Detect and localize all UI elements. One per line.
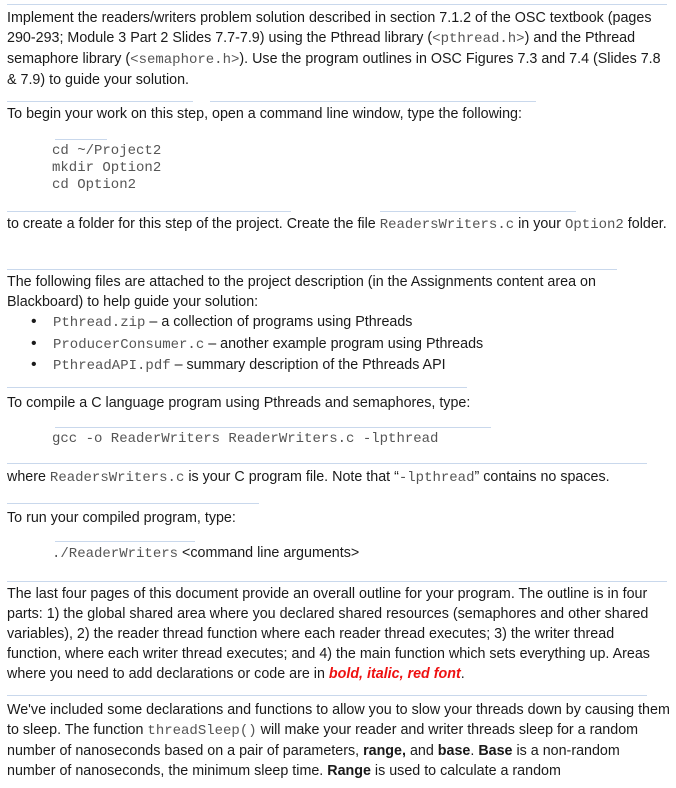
program-filename: ReadersWriters.c xyxy=(49,470,185,486)
separator xyxy=(7,581,667,582)
outline-text: The last four pages of this document provide an overall outline for your program. The outline is in four parts: 1) the global shared area where you declared shared resources (semaphores and other shared variables), 2) the reader thread function where each reader thread executes; 3) the writer thread function, where each writer thread executes; and 4) the main function which sets everything up. Areas where you need to add declarations or code are in xyxy=(7,586,650,682)
outline-paragraph xyxy=(7,584,671,684)
intro-text: Implement the readers/writers problem solution described in section 7.1.2 of the OSC textbook (pages 290-293; Module 3 Part 2 Slides 7.7-7.9) using the Pthread library ( xyxy=(7,10,652,46)
separator xyxy=(55,139,107,140)
separator xyxy=(380,211,576,212)
outline-text: . xyxy=(460,666,465,682)
separator xyxy=(7,503,259,504)
setup-code-block xyxy=(52,143,161,194)
separator xyxy=(7,211,291,212)
sleep-text: and xyxy=(405,743,438,759)
create-text: to create a folder for this step of the project. Create the file xyxy=(7,216,380,232)
list-item xyxy=(7,334,483,356)
separator xyxy=(210,101,536,102)
emphasis-red-text: bold, italic, red font xyxy=(328,666,461,682)
code-line: cd ~/Project2 xyxy=(52,143,162,159)
sleep-text: We've included some declarations and functions to allow you to slow your threads down by causing them to sleep. The function xyxy=(7,702,670,738)
separator xyxy=(7,269,617,270)
separator xyxy=(7,463,647,464)
where-text: is your C program file. Note that “ xyxy=(184,469,399,485)
range-param: range, xyxy=(363,743,406,759)
attached-filename: Pthread.zip xyxy=(53,315,146,331)
sleep-text: will make your reader and writer threads sleep for a random number of nanoseconds based on a pair of parameters, xyxy=(7,722,639,759)
intro-text: ) and the Pthread semaphore library ( xyxy=(7,30,636,67)
compile-instruction: To compile a C language program using Pthreads and semaphores, type: xyxy=(7,395,471,411)
where-paragraph xyxy=(7,467,671,488)
run-arguments: <command line arguments> xyxy=(178,545,360,561)
separator xyxy=(7,695,647,696)
separator xyxy=(7,101,193,102)
compile-command: gcc -o ReaderWriters ReaderWriters.c -lpthread xyxy=(52,431,439,447)
base-param: base xyxy=(437,743,471,759)
attached-file-description: – a collection of programs using Pthreads xyxy=(145,314,413,330)
attached-filename: ProducerConsumer.c xyxy=(53,336,205,353)
intro-text: ). Use the program outlines in OSC Figures 7.3 and 7.4 (Slides 7.8 & 7.9) to guide your solution. xyxy=(7,51,661,88)
run-executable: ./ReaderWriters xyxy=(52,546,179,562)
range-term: Range xyxy=(327,763,371,779)
attached-files-intro: The following files are attached to the project description (in the Assignments content area on Blackboard) to help guide your solution: xyxy=(7,274,596,310)
run-instruction: To run your compiled program, type: xyxy=(7,510,236,526)
lpthread-flag: -lpthread xyxy=(398,470,475,486)
where-text: where xyxy=(7,469,50,485)
separator xyxy=(55,427,491,428)
run-command xyxy=(52,545,359,563)
semaphore-header-code: <semaphore.h> xyxy=(130,52,240,68)
attached-filename: PthreadAPI.pdf xyxy=(53,358,171,374)
separator xyxy=(55,541,195,542)
thread-sleep-paragraph xyxy=(7,700,671,781)
code-line: mkdir Option2 xyxy=(52,160,162,176)
code-line: cd Option2 xyxy=(52,177,137,193)
intro-paragraph xyxy=(7,8,671,90)
create-file-paragraph xyxy=(7,214,671,235)
attached-file-description: – summary description of the Pthreads API xyxy=(170,357,446,373)
separator xyxy=(7,387,467,388)
create-text: folder. xyxy=(623,216,667,232)
base-term: Base xyxy=(478,743,513,759)
sleep-text: . xyxy=(470,743,479,759)
attached-file-description: – another example program using Pthreads xyxy=(204,335,484,352)
sleep-text: is a non-random number of nanoseconds, the minimum sleep time. xyxy=(7,743,620,779)
pthread-header-code: <pthread.h> xyxy=(432,31,525,47)
begin-instruction: To begin your work on this step, open a command line window, type the following: xyxy=(7,106,522,122)
readerswriters-filename: ReadersWriters.c xyxy=(379,217,515,233)
create-text: in your xyxy=(514,216,565,232)
threadsleep-function: threadSleep() xyxy=(147,723,257,739)
option2-folder-name: Option2 xyxy=(565,217,624,233)
sleep-text: is used to calculate a random xyxy=(370,763,561,779)
list-item xyxy=(7,355,483,377)
where-text: ” contains no spaces. xyxy=(474,469,610,485)
list-item xyxy=(7,312,483,334)
attached-files-list xyxy=(7,312,483,377)
separator xyxy=(7,4,667,5)
